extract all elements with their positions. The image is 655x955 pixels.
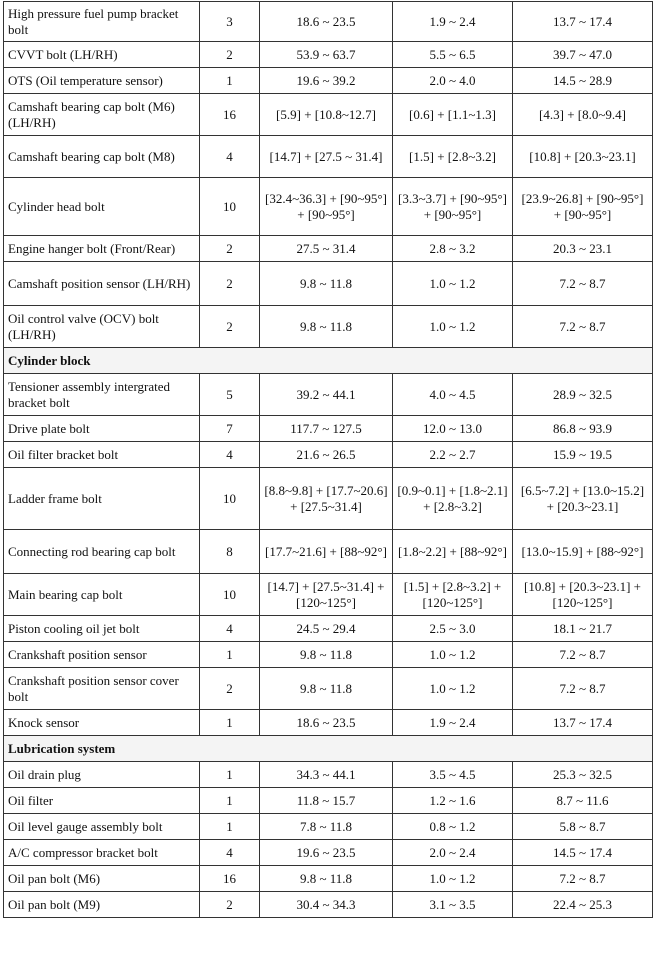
table-row: [4, 236, 653, 262]
torque-nm-cell: 53.9 ~ 63.7: [260, 42, 393, 68]
torque-nm-cell: [5.9] + [10.8~12.7]: [260, 94, 393, 136]
table-row: [4, 178, 653, 236]
torque-kgfm-cell: 1.9 ~ 2.4: [393, 710, 513, 736]
item-name-cell: High pressure fuel pump bracket bolt: [4, 2, 200, 42]
item-name-cell: Crankshaft position sensor cover bolt: [4, 668, 200, 710]
torque-lbfft-cell: 28.9 ~ 32.5: [513, 374, 653, 416]
torque-kgfm-cell: 2.8 ~ 3.2: [393, 236, 513, 262]
torque-lbfft-cell: 22.4 ~ 25.3: [513, 892, 653, 918]
table-row: [4, 442, 653, 468]
quantity-cell: 4: [200, 840, 260, 866]
quantity-cell: 2: [200, 668, 260, 710]
torque-kgfm-cell: 1.0 ~ 1.2: [393, 642, 513, 668]
torque-lbfft-cell: [4.3] + [8.0~9.4]: [513, 94, 653, 136]
quantity-cell: 2: [200, 306, 260, 348]
torque-kgfm-cell: 5.5 ~ 6.5: [393, 42, 513, 68]
quantity-cell: 4: [200, 136, 260, 178]
item-name-cell: Drive plate bolt: [4, 416, 200, 442]
torque-nm-cell: 24.5 ~ 29.4: [260, 616, 393, 642]
table-row: [4, 762, 653, 788]
torque-kgfm-cell: 1.0 ~ 1.2: [393, 306, 513, 348]
torque-lbfft-cell: 7.2 ~ 8.7: [513, 668, 653, 710]
torque-nm-cell: 18.6 ~ 23.5: [260, 2, 393, 42]
table-row: [4, 68, 653, 94]
table-row: [4, 574, 653, 616]
torque-nm-cell: 21.6 ~ 26.5: [260, 442, 393, 468]
item-name-cell: Oil filter bracket bolt: [4, 442, 200, 468]
quantity-cell: 2: [200, 892, 260, 918]
torque-lbfft-cell: 14.5 ~ 28.9: [513, 68, 653, 94]
table-row: [4, 814, 653, 840]
torque-nm-cell: 9.8 ~ 11.8: [260, 668, 393, 710]
table-row: [4, 668, 653, 710]
section-header-row: [4, 736, 653, 762]
quantity-cell: 1: [200, 68, 260, 94]
torque-kgfm-cell: 1.9 ~ 2.4: [393, 2, 513, 42]
torque-nm-cell: 7.8 ~ 11.8: [260, 814, 393, 840]
item-name-cell: Camshaft bearing cap bolt (M8): [4, 136, 200, 178]
torque-nm-cell: 9.8 ~ 11.8: [260, 306, 393, 348]
torque-lbfft-cell: 7.2 ~ 8.7: [513, 866, 653, 892]
torque-kgfm-cell: 2.0 ~ 2.4: [393, 840, 513, 866]
item-name-cell: Crankshaft position sensor: [4, 642, 200, 668]
torque-nm-cell: 11.8 ~ 15.7: [260, 788, 393, 814]
torque-nm-cell: 19.6 ~ 23.5: [260, 840, 393, 866]
torque-nm-cell: 30.4 ~ 34.3: [260, 892, 393, 918]
torque-kgfm-cell: [0.9~0.1] + [1.8~2.1] + [2.8~3.2]: [393, 468, 513, 530]
torque-kgfm-cell: 0.8 ~ 1.2: [393, 814, 513, 840]
table-row: [4, 306, 653, 348]
quantity-cell: 16: [200, 94, 260, 136]
torque-nm-cell: 9.8 ~ 11.8: [260, 866, 393, 892]
torque-lbfft-cell: 20.3 ~ 23.1: [513, 236, 653, 262]
torque-lbfft-cell: 13.7 ~ 17.4: [513, 710, 653, 736]
torque-lbfft-cell: 86.8 ~ 93.9: [513, 416, 653, 442]
torque-lbfft-cell: [13.0~15.9] + [88~92°]: [513, 530, 653, 574]
section-title: Lubrication system: [4, 736, 653, 762]
quantity-cell: 1: [200, 642, 260, 668]
torque-lbfft-cell: 7.2 ~ 8.7: [513, 306, 653, 348]
quantity-cell: 7: [200, 416, 260, 442]
table-row: [4, 2, 653, 42]
torque-nm-cell: 9.8 ~ 11.8: [260, 642, 393, 668]
table-row: [4, 136, 653, 178]
torque-kgfm-cell: 2.0 ~ 4.0: [393, 68, 513, 94]
item-name-cell: Camshaft bearing cap bolt (M6) (LH/RH): [4, 94, 200, 136]
torque-lbfft-cell: 14.5 ~ 17.4: [513, 840, 653, 866]
quantity-cell: 4: [200, 616, 260, 642]
torque-kgfm-cell: 1.2 ~ 1.6: [393, 788, 513, 814]
torque-lbfft-cell: [10.8] + [20.3~23.1]: [513, 136, 653, 178]
item-name-cell: Piston cooling oil jet bolt: [4, 616, 200, 642]
torque-kgfm-cell: [0.6] + [1.1~1.3]: [393, 94, 513, 136]
table-row: [4, 468, 653, 530]
item-name-cell: Connecting rod bearing cap bolt: [4, 530, 200, 574]
item-name-cell: Camshaft position sensor (LH/RH): [4, 262, 200, 306]
torque-spec-table: [3, 1, 653, 918]
torque-lbfft-cell: 15.9 ~ 19.5: [513, 442, 653, 468]
torque-lbfft-cell: 18.1 ~ 21.7: [513, 616, 653, 642]
torque-lbfft-cell: 7.2 ~ 8.7: [513, 262, 653, 306]
torque-kgfm-cell: 2.5 ~ 3.0: [393, 616, 513, 642]
item-name-cell: Oil control valve (OCV) bolt (LH/RH): [4, 306, 200, 348]
quantity-cell: 4: [200, 442, 260, 468]
torque-nm-cell: [8.8~9.8] + [17.7~20.6] + [27.5~31.4]: [260, 468, 393, 530]
quantity-cell: 16: [200, 866, 260, 892]
torque-nm-cell: 18.6 ~ 23.5: [260, 710, 393, 736]
torque-kgfm-cell: [3.3~3.7] + [90~95°] + [90~95°]: [393, 178, 513, 236]
table-row: [4, 616, 653, 642]
torque-nm-cell: 9.8 ~ 11.8: [260, 262, 393, 306]
torque-lbfft-cell: 39.7 ~ 47.0: [513, 42, 653, 68]
table-row: [4, 94, 653, 136]
quantity-cell: 1: [200, 814, 260, 840]
torque-nm-cell: 27.5 ~ 31.4: [260, 236, 393, 262]
torque-nm-cell: [14.7] + [27.5 ~ 31.4]: [260, 136, 393, 178]
torque-kgfm-cell: 3.1 ~ 3.5: [393, 892, 513, 918]
quantity-cell: 2: [200, 42, 260, 68]
torque-lbfft-cell: [23.9~26.8] + [90~95°] + [90~95°]: [513, 178, 653, 236]
quantity-cell: 8: [200, 530, 260, 574]
quantity-cell: 10: [200, 178, 260, 236]
item-name-cell: Ladder frame bolt: [4, 468, 200, 530]
table-row: [4, 262, 653, 306]
item-name-cell: Oil level gauge assembly bolt: [4, 814, 200, 840]
torque-lbfft-cell: 13.7 ~ 17.4: [513, 2, 653, 42]
item-name-cell: Cylinder head bolt: [4, 178, 200, 236]
quantity-cell: 5: [200, 374, 260, 416]
torque-nm-cell: 39.2 ~ 44.1: [260, 374, 393, 416]
quantity-cell: 1: [200, 762, 260, 788]
item-name-cell: Oil pan bolt (M9): [4, 892, 200, 918]
torque-kgfm-cell: [1.5] + [2.8~3.2] + [120~125°]: [393, 574, 513, 616]
table-body: [4, 2, 653, 918]
item-name-cell: OTS (Oil temperature sensor): [4, 68, 200, 94]
item-name-cell: Tensioner assembly intergrated bracket bolt: [4, 374, 200, 416]
quantity-cell: 10: [200, 468, 260, 530]
torque-nm-cell: 117.7 ~ 127.5: [260, 416, 393, 442]
item-name-cell: Oil filter: [4, 788, 200, 814]
item-name-cell: Oil pan bolt (M6): [4, 866, 200, 892]
torque-kgfm-cell: 12.0 ~ 13.0: [393, 416, 513, 442]
torque-kgfm-cell: 1.0 ~ 1.2: [393, 668, 513, 710]
torque-kgfm-cell: 1.0 ~ 1.2: [393, 262, 513, 306]
torque-lbfft-cell: 25.3 ~ 32.5: [513, 762, 653, 788]
torque-nm-cell: [17.7~21.6] + [88~92°]: [260, 530, 393, 574]
quantity-cell: 1: [200, 710, 260, 736]
table-row: [4, 416, 653, 442]
quantity-cell: 2: [200, 236, 260, 262]
quantity-cell: 10: [200, 574, 260, 616]
torque-lbfft-cell: [10.8] + [20.3~23.1] + [120~125°]: [513, 574, 653, 616]
item-name-cell: Oil drain plug: [4, 762, 200, 788]
torque-nm-cell: [32.4~36.3] + [90~95°] + [90~95°]: [260, 178, 393, 236]
torque-lbfft-cell: 7.2 ~ 8.7: [513, 642, 653, 668]
torque-lbfft-cell: 5.8 ~ 8.7: [513, 814, 653, 840]
item-name-cell: Main bearing cap bolt: [4, 574, 200, 616]
torque-nm-cell: [14.7] + [27.5~31.4] + [120~125°]: [260, 574, 393, 616]
torque-kgfm-cell: 3.5 ~ 4.5: [393, 762, 513, 788]
torque-lbfft-cell: 8.7 ~ 11.6: [513, 788, 653, 814]
item-name-cell: Knock sensor: [4, 710, 200, 736]
table-row: [4, 374, 653, 416]
torque-nm-cell: 19.6 ~ 39.2: [260, 68, 393, 94]
table-row: [4, 892, 653, 918]
section-title: Cylinder block: [4, 348, 653, 374]
item-name-cell: Engine hanger bolt (Front/Rear): [4, 236, 200, 262]
torque-lbfft-cell: [6.5~7.2] + [13.0~15.2] + [20.3~23.1]: [513, 468, 653, 530]
table-row: [4, 642, 653, 668]
table-row: [4, 530, 653, 574]
torque-kgfm-cell: 1.0 ~ 1.2: [393, 866, 513, 892]
item-name-cell: A/C compressor bracket bolt: [4, 840, 200, 866]
table-row: [4, 710, 653, 736]
torque-kgfm-cell: 4.0 ~ 4.5: [393, 374, 513, 416]
table-row: [4, 840, 653, 866]
table-row: [4, 788, 653, 814]
table-row: [4, 866, 653, 892]
torque-kgfm-cell: 2.2 ~ 2.7: [393, 442, 513, 468]
quantity-cell: 1: [200, 788, 260, 814]
torque-kgfm-cell: [1.5] + [2.8~3.2]: [393, 136, 513, 178]
table-row: [4, 42, 653, 68]
quantity-cell: 3: [200, 2, 260, 42]
torque-nm-cell: 34.3 ~ 44.1: [260, 762, 393, 788]
torque-kgfm-cell: [1.8~2.2] + [88~92°]: [393, 530, 513, 574]
item-name-cell: CVVT bolt (LH/RH): [4, 42, 200, 68]
section-header-row: [4, 348, 653, 374]
quantity-cell: 2: [200, 262, 260, 306]
